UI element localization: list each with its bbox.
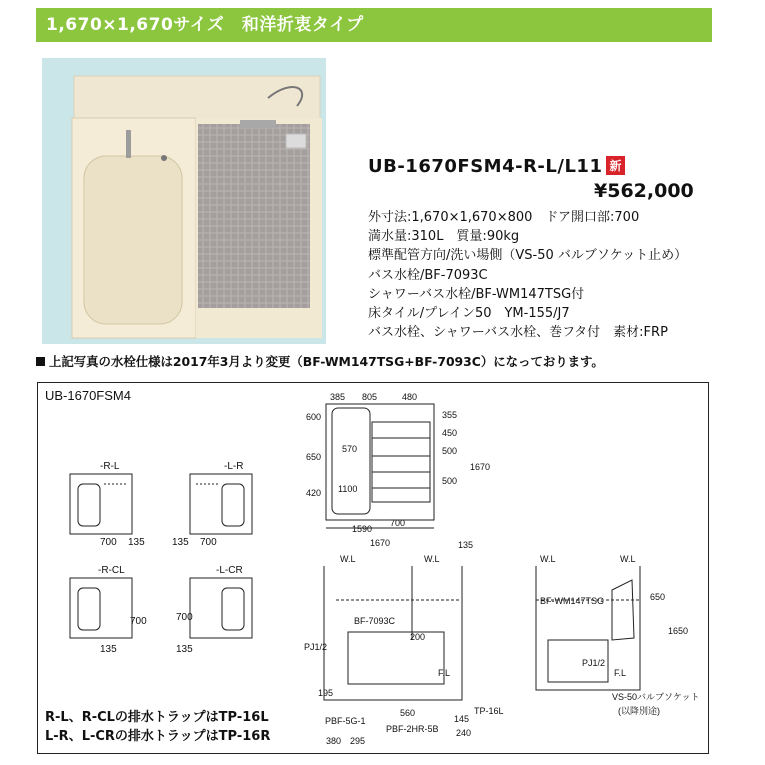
section-dim: 560: [400, 708, 416, 718]
faucet-label: BF-7093C: [354, 616, 396, 626]
variant-dim: 135: [100, 644, 117, 655]
spec-line: シャワーバス水栓/BF-WM147TSG付: [368, 286, 585, 302]
variant-label: -L-CR: [216, 565, 243, 576]
plan-dim: 480: [402, 392, 418, 402]
section-dim: 1650: [668, 626, 689, 636]
new-badge: 新: [606, 156, 625, 175]
variant-label: -L-R: [224, 461, 244, 472]
plan-dim: 385: [330, 392, 346, 402]
fl-label: F.L: [614, 668, 627, 678]
plan-dim: 650: [306, 452, 322, 462]
plan-dim: 1670: [470, 462, 491, 472]
spec-line: 外寸法:1,670×1,670×800 ドア開口部:700: [368, 210, 640, 225]
plan-dim: 355: [442, 410, 458, 420]
spec-line: バス水栓、シャワーバス水栓、巻フタ付 素材:FRP: [368, 325, 668, 341]
pj-label: PJ1/2: [582, 658, 606, 668]
variant-dim: 700: [130, 616, 147, 627]
variant-dim: 700: [200, 537, 217, 548]
product-price: ¥562,000: [594, 180, 694, 202]
model-number: UB-1670FSM4-R-L/L11: [368, 156, 603, 177]
plan-dim: 1670: [370, 538, 391, 548]
wl-label: W.L: [540, 554, 556, 564]
note-text: 上記写真の水栓仕様は2017年3月より変更（BF-WM147TSG+BF-7093C）になっております。: [49, 354, 604, 369]
trap-note: R-L、R-CLの排水トラップはTP-16L: [45, 710, 269, 725]
part-label: TP-16L: [474, 706, 504, 716]
plan-dim: 570: [342, 444, 358, 454]
variant-label: -R-L: [100, 461, 120, 472]
plan-dim: 420: [306, 488, 322, 498]
plan-dim: 1100: [338, 484, 358, 494]
pj-label: PJ1/2: [304, 642, 328, 652]
section-dim: 240: [456, 728, 472, 738]
trap-note: L-R、L-CRの排水トラップはTP-16R: [45, 729, 271, 744]
variant-dim: 135: [176, 644, 193, 655]
section-header: 1,670×1,670サイズ 和洋折衷タイプ: [36, 8, 712, 42]
plan-dim: 805: [362, 392, 378, 402]
socket-label: VS-50バルブソケット: [612, 692, 700, 702]
wl-label: W.L: [620, 554, 636, 564]
section-dim: 295: [350, 736, 366, 746]
spec-line: 満水量:310L 質量:90kg: [368, 229, 520, 245]
plan-dim: 600: [306, 412, 322, 422]
variant-label: -R-CL: [98, 565, 125, 576]
plan-dim: 500: [442, 446, 458, 456]
variant-dim: 135: [128, 537, 145, 548]
socket-note: (以降別途): [618, 706, 660, 716]
wl-label: W.L: [424, 554, 440, 564]
fl-label: F.L: [438, 668, 451, 678]
section-dim: 145: [454, 714, 470, 724]
plan-dim: 700: [390, 518, 406, 528]
shower-label: BF-WM147TSG: [540, 596, 605, 606]
part-label: PBF-5G-1: [325, 716, 366, 726]
section-dim: 380: [326, 736, 342, 746]
part-label: PBF-2HR-5B: [386, 724, 439, 734]
plan-dim: 500: [442, 476, 458, 486]
spec-line: 標準配管方向/洗い場側（VS-50 バルブソケット止め）: [368, 248, 688, 264]
section-dim: 200: [410, 632, 426, 642]
spec-line: 床タイル/プレイン50 YM-155/J7: [368, 306, 570, 322]
trap-notes: [45, 708, 270, 746]
wl-label: W.L: [340, 554, 356, 564]
variant-dim: 700: [100, 537, 117, 548]
plan-dim: 1590: [352, 524, 373, 534]
plan-dim: 135: [458, 540, 474, 550]
spec-line: バス水栓/BF-7093C: [368, 267, 488, 283]
section-dim: 195: [318, 688, 334, 698]
variant-dim: 135: [172, 537, 189, 548]
drawing-title: UB-1670FSM4: [45, 388, 131, 403]
section-dim: 650: [650, 592, 666, 602]
plan-dim: 450: [442, 428, 458, 438]
variant-dim: 700: [176, 612, 193, 623]
